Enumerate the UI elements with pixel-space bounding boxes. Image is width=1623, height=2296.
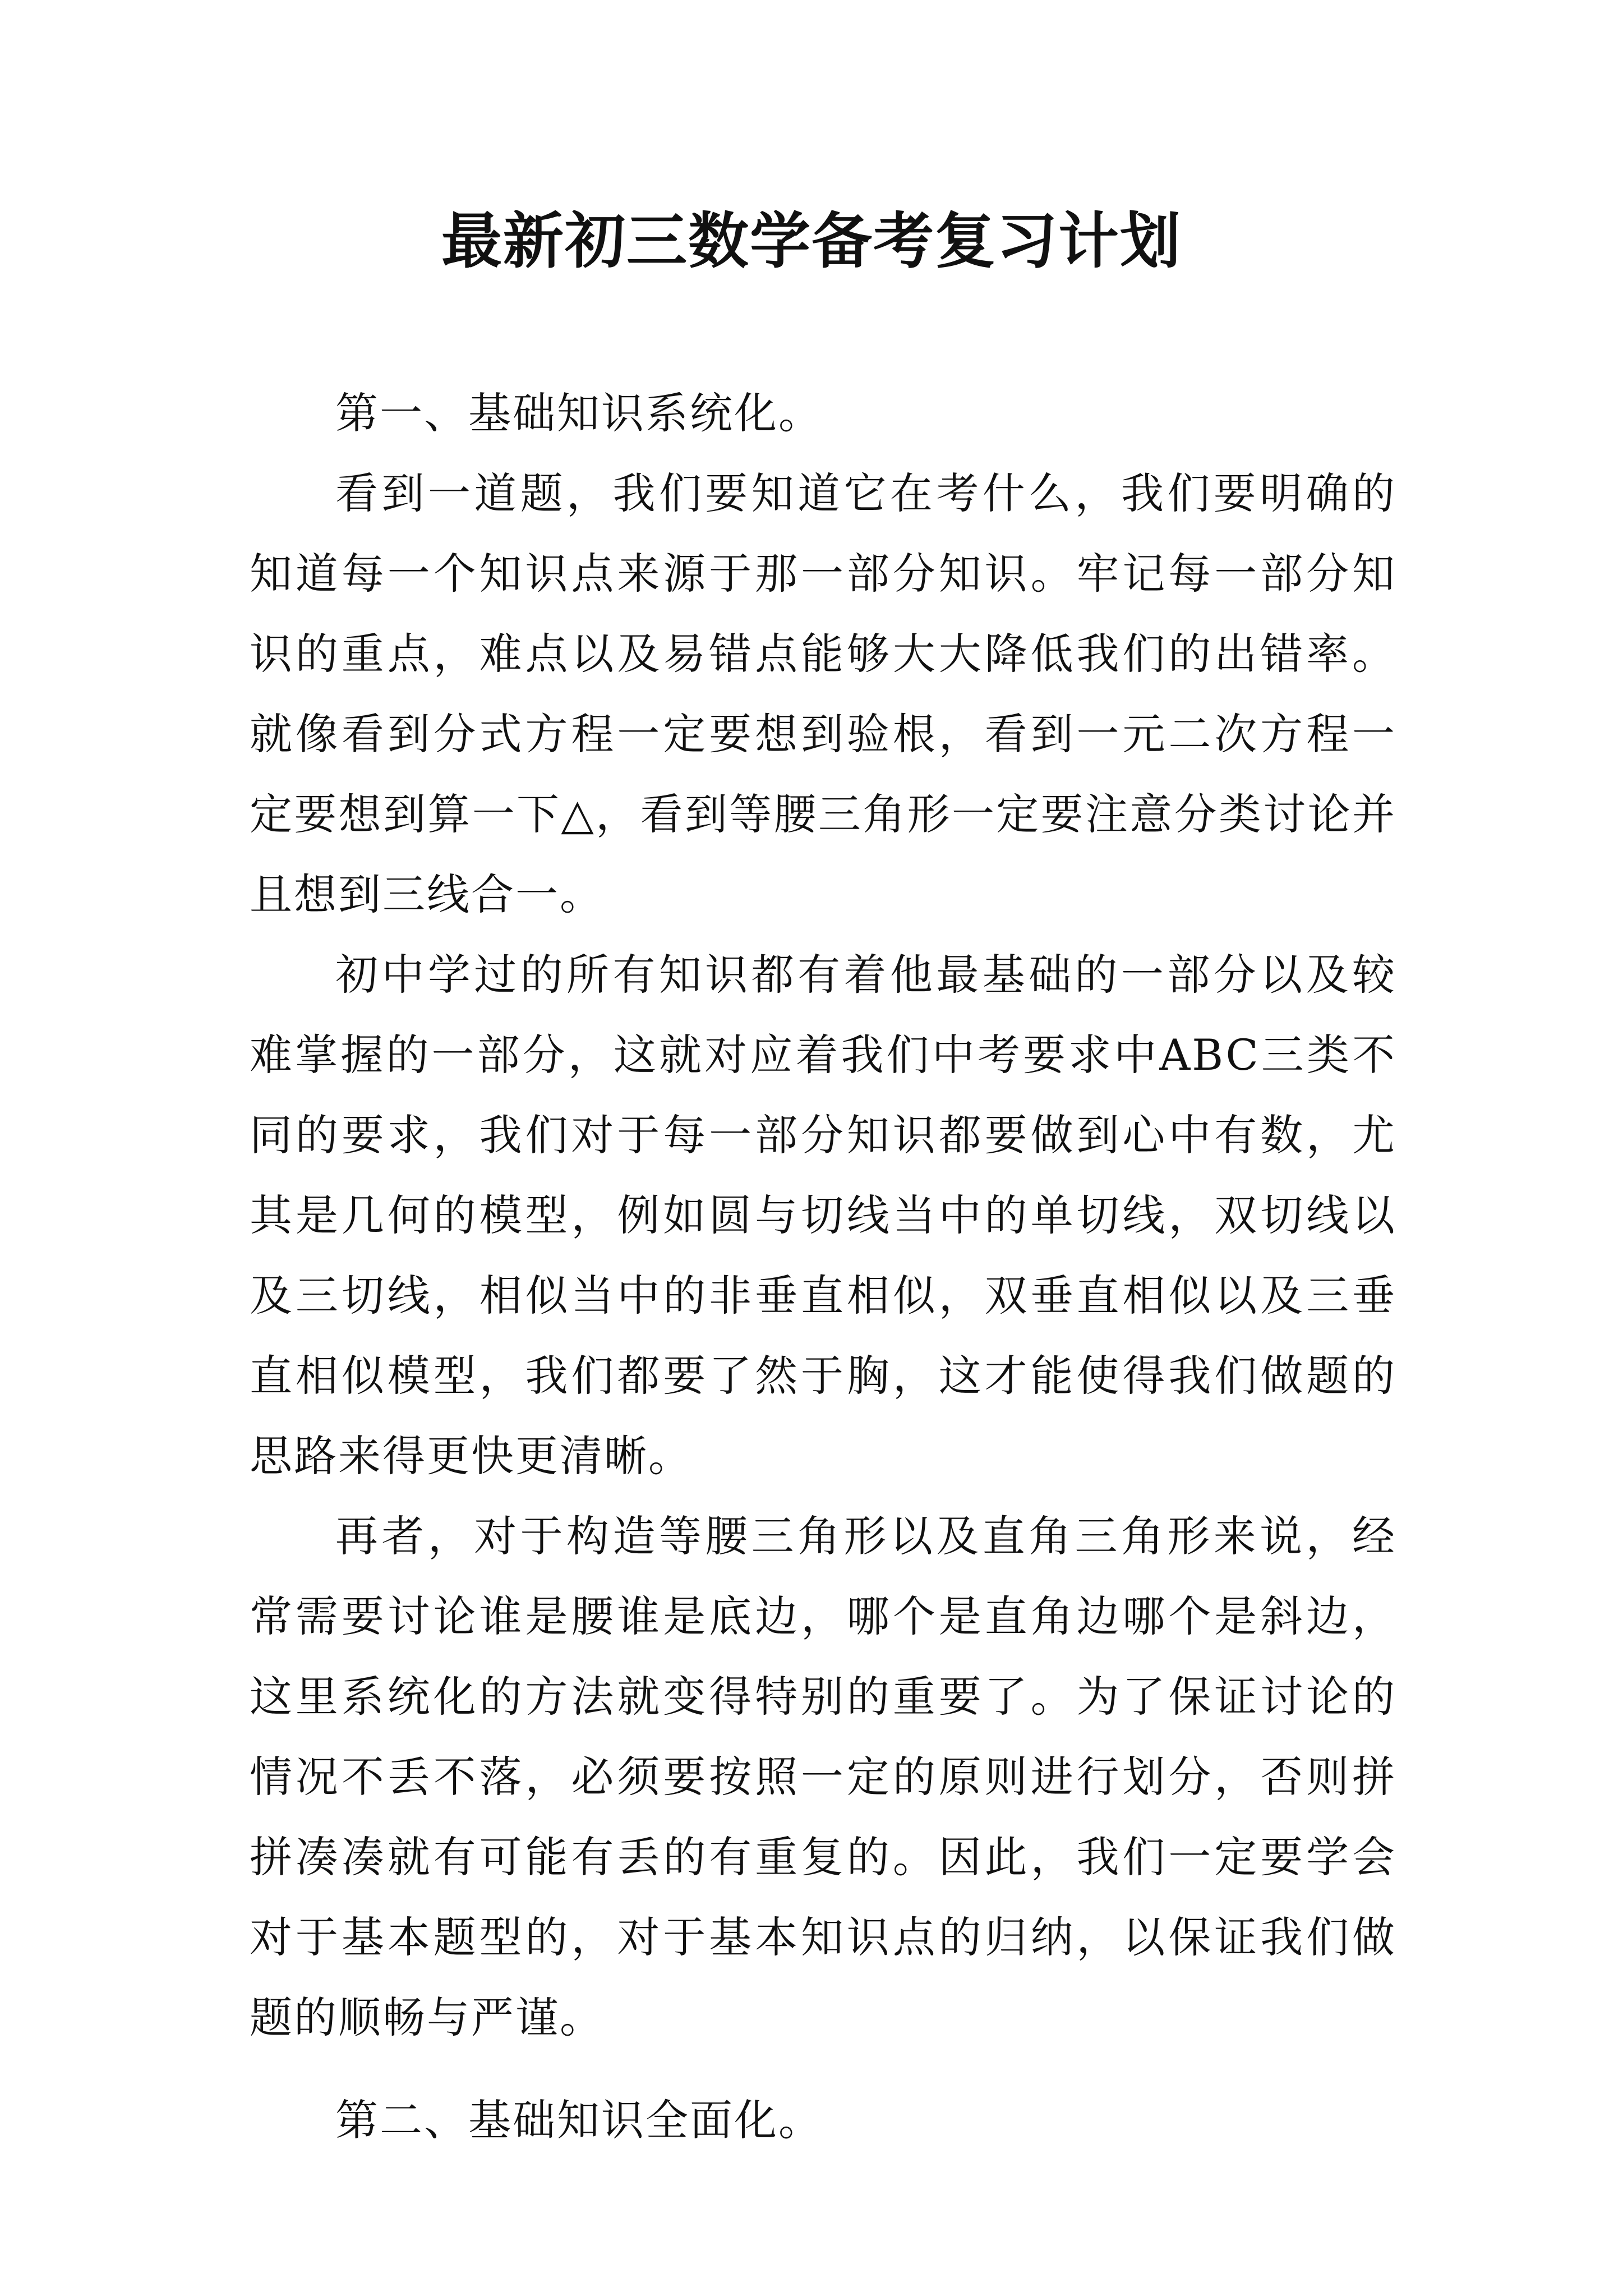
section-heading-2: 第二、基础知识全面化。: [335, 2095, 823, 2145]
paragraph-3: 再者，对于构造等腰三角形以及直角三角形来说，经常需要讨论谁是腰谁是底边，哪个是直角边哪个是斜边，这里系统化的方法就变得特别的重要了。为了保证讨论的情况不丢不落，必须要按照一定的原则进行划分，否则拼拼凑凑就有可能有丢的有重复的。因此，我们一定要学会对于基本题型的，对于基本知识点的归纳，以保证我们做题的顺畅与严谨。: [250, 1511, 1396, 2042]
paragraph-2: 初中学过的所有知识都有着他最基础的一部分以及较难掌握的一部分，这就对应着我们中考要求中ABC三类不同的要求，我们对于每一部分知识都要做到心中有数，尤其是几何的模型，例如圆与切线当中的单切线，双切线以及三切线，相似当中的非垂直相似，双垂直相似以及三垂直相似模型，我们都要了然于胸，这才能使得我们做题的思路来得更快更清晰。: [250, 950, 1396, 1481]
section-heading-1: 第一、基础知识系统化。: [335, 388, 823, 438]
paragraph-1: 看到一道题，我们要知道它在考什么，我们要明确的知道每一个知识点来源于那一部分知识。牢记每一部分知识的重点，难点以及易错点能够大大降低我们的出错率。就像看到分式方程一定要想到验根，看到一元二次方程一定要想到算一下△，看到等腰三角形一定要注意分类讨论并且想到三线合一。: [250, 468, 1396, 919]
document-body: [250, 373, 1396, 2160]
document-title: 最新初三数学备考复习计划: [441, 206, 1182, 277]
